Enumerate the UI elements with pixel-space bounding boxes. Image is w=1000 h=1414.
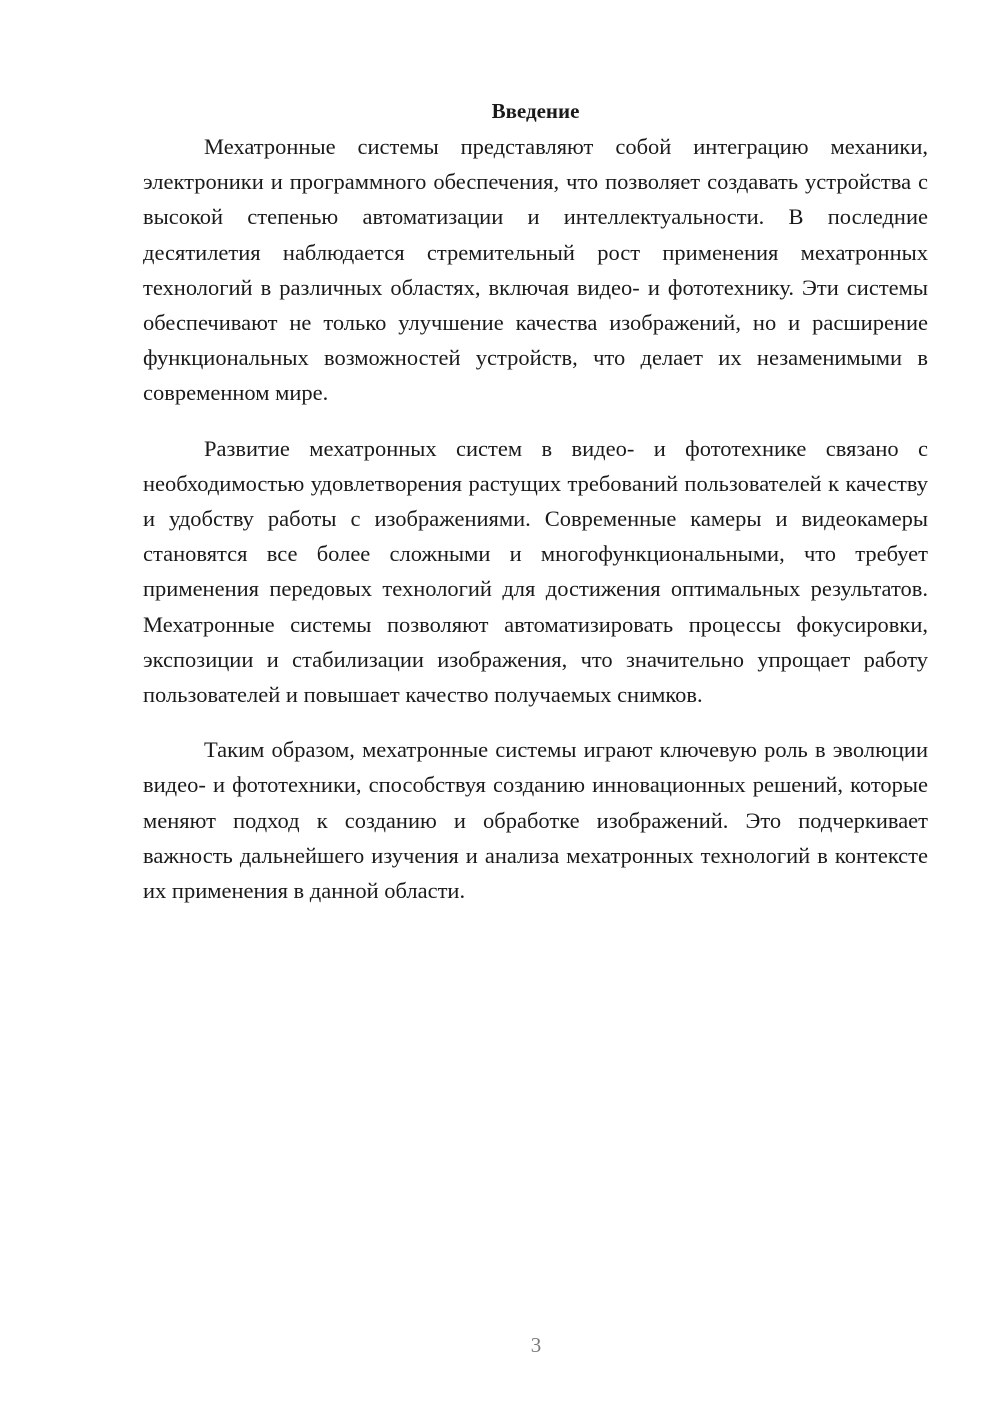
paragraph-2: Развитие мехатронных систем в видео- и фототехнике связано с необходимостью удовлетворения растущих требований пользователей к качеству и удобству работы с изображениями. Современные камеры и видеокамеры становятся все более сложными и многофункциональными, что требует применения передовых технологий для достижения оптимальных результатов. Мехатронные системы позволяют автоматизировать процессы фокусировки, экспозиции и стабилизации изображения, что значительно упрощает работу пользователей и повышает качество получаемых снимков. (143, 435, 928, 708)
page-content (143, 94, 928, 908)
page-number: 3 (530, 1333, 542, 1357)
paragraph-3: Таким образом, мехатронные системы играют ключевую роль в эволюции видео- и фототехники, способствуя созданию инновационных решений, которые меняют подход к созданию и обработке изображений. Это подчеркивает важность дальнейшего изучения и анализа мехатронных технологий в контексте их применения в данной области. (143, 737, 928, 904)
section-heading: Введение (491, 99, 580, 123)
paragraph-1: Мехатронные системы представляют собой интеграцию механики, электроники и программного обеспечения, что позволяет создавать устройства с высокой степенью автоматизации и интеллектуальности. В последние десятилетия наблюдается стремительный рост применения мехатронных технологий в различных областях, включая видео- и фототехнику. Эти системы обеспечивают не только улучшение качества изображений, но и расширение функциональных возможностей устройств, что делает их незаменимыми в современном мире. (143, 134, 928, 406)
